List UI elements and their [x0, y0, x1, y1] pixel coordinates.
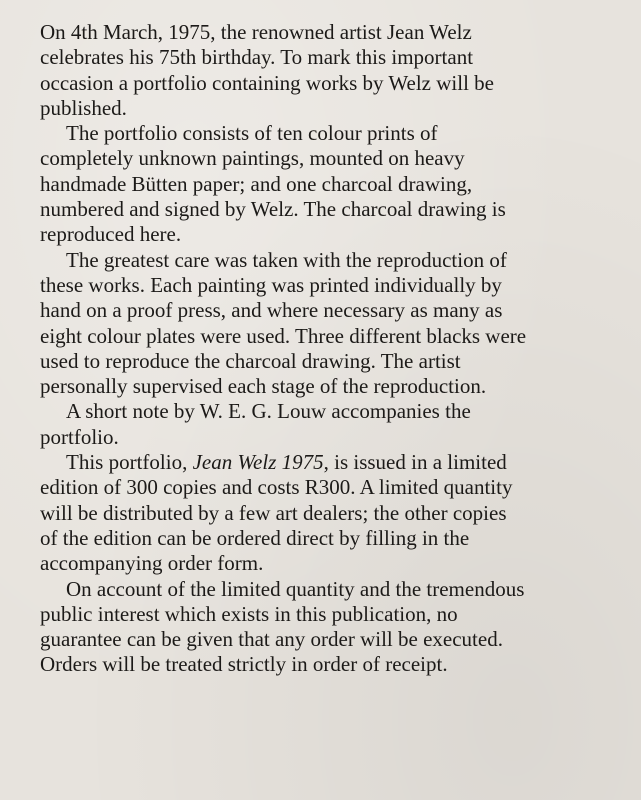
portfolio-title: Jean Welz 1975	[192, 450, 324, 475]
text-line: A short note by W. E. G. Louw accompanies the	[66, 399, 471, 424]
paragraph-reproduction-care	[40, 248, 640, 400]
text-line	[40, 450, 640, 475]
announcement-text	[40, 20, 640, 678]
text-line: published.	[40, 95, 127, 120]
paragraph-short-note	[40, 399, 640, 450]
text-line: will be distributed by a few art dealers; the other copies	[40, 500, 507, 525]
text-line: occasion a portfolio containing works by Welz will be	[40, 70, 494, 95]
text-line: Orders will be treated strictly in order of receipt.	[40, 652, 448, 677]
text-line: On account of the limited quantity and the tremendous	[66, 576, 525, 601]
text-line: guarantee can be given that any order will be executed.	[40, 627, 503, 652]
text-line: The portfolio consists of ten colour prints of	[66, 121, 438, 146]
text-line: eight colour plates were used. Three different blacks were	[40, 323, 527, 348]
text-fragment: , is issued in a limited	[323, 450, 507, 475]
text-line: numbered and signed by Welz. The charcoal drawing is	[40, 197, 506, 222]
text-line: public interest which exists in this publication, no	[40, 601, 458, 626]
text-line: portfolio.	[40, 424, 119, 449]
text-line: edition of 300 copies and costs R300. A limited quantity	[40, 475, 513, 500]
text-line: The greatest care was taken with the reproduction of	[66, 247, 507, 272]
text-line: On 4th March, 1975, the renowned artist Jean Welz	[40, 20, 472, 44]
text-line: accompanying order form.	[40, 551, 264, 576]
text-line: completely unknown paintings, mounted on heavy	[40, 146, 465, 171]
text-fragment: This portfolio,	[66, 450, 193, 475]
text-line: reproduced here.	[40, 222, 182, 247]
paragraph-portfolio-contents	[40, 121, 640, 247]
text-line: these works. Each painting was printed individually by	[40, 272, 502, 297]
paragraph-order-notice	[40, 577, 640, 678]
text-line: hand on a proof press, and where necessary as many as	[40, 298, 503, 323]
text-line: celebrates his 75th birthday. To mark this important	[40, 45, 474, 70]
paragraph-limited-edition	[40, 450, 640, 576]
text-line: used to reproduce the charcoal drawing. The artist	[40, 348, 461, 373]
text-line: of the edition can be ordered direct by filling in the	[40, 525, 470, 550]
text-line: personally supervised each stage of the reproduction.	[40, 374, 487, 399]
text-line: handmade Bütten paper; and one charcoal drawing,	[40, 171, 473, 196]
paragraph-birthday	[40, 20, 640, 121]
